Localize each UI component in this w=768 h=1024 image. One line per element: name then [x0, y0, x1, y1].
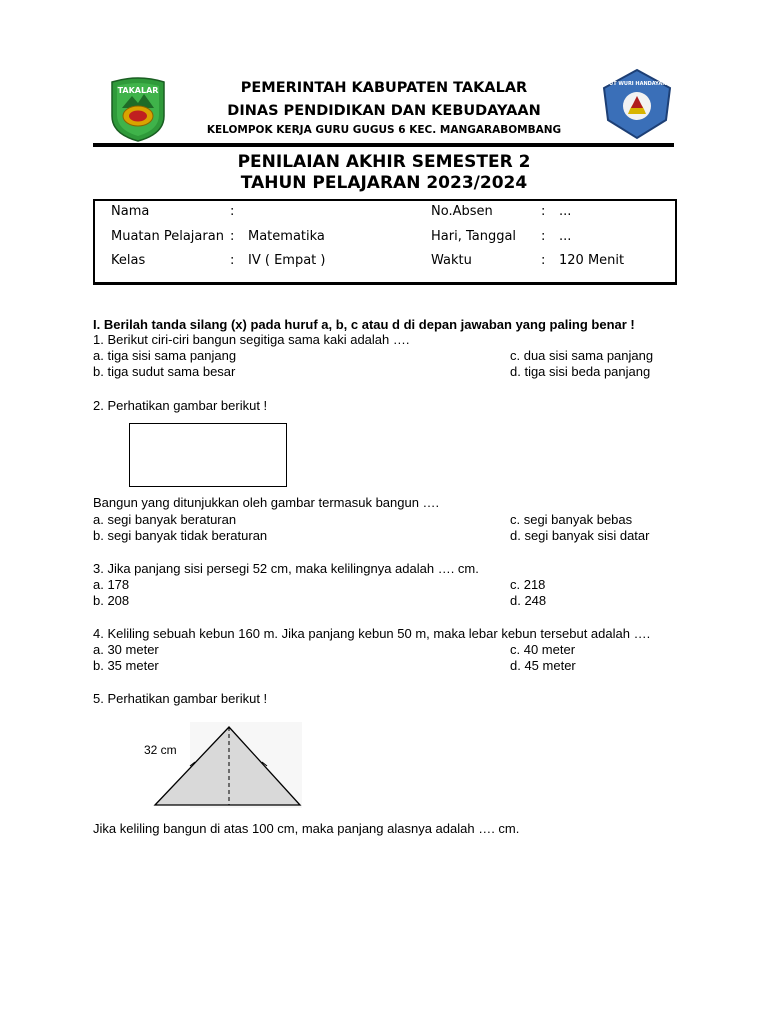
info-label-nama: Nama: [111, 204, 150, 219]
option-1d: d. tiga sisi beda panjang: [510, 364, 651, 379]
header-working-group: KELOMPOK KERJA GURU GUGUS 6 KEC. MANGARABOMBANG: [206, 124, 562, 136]
question-5-prompt: Jika keliling bangun di atas 100 cm, maka panjang alasnya adalah …. cm.: [93, 821, 520, 836]
option-3c: c. 218: [510, 577, 546, 592]
info-label-kelas: Kelas: [111, 253, 146, 268]
info-value-hari-tanggal: ...: [559, 229, 572, 244]
svg-text:TAKALAR: TAKALAR: [117, 86, 159, 95]
header-department: DINAS PENDIDIKAN DAN KEBUDAYAAN: [227, 103, 541, 119]
info-sep: :: [541, 229, 546, 244]
option-1a: a. tiga sisi sama panjang: [93, 348, 237, 363]
info-label-muatan: Muatan Pelajaran: [111, 229, 224, 244]
option-1c: c. dua sisi sama panjang: [510, 348, 654, 363]
option-2b: b. segi banyak tidak beraturan: [93, 528, 268, 543]
info-sep: :: [541, 204, 546, 219]
info-label-waktu: Waktu: [431, 253, 472, 268]
svg-text:TUT WURI HANDAYANI: TUT WURI HANDAYANI: [605, 81, 669, 87]
triangle-figure: [140, 722, 305, 808]
instruction: I. Berilah tanda silang (x) pada huruf a, b, c atau d di depan jawaban yang paling benar !: [93, 317, 635, 332]
academic-year: TAHUN PELAJARAN 2023/2024: [240, 173, 528, 193]
info-sep: :: [230, 229, 235, 244]
question-2-prompt: Bangun yang ditunjukkan oleh gambar termasuk bangun ….: [93, 495, 440, 510]
option-3a: a. 178: [93, 577, 130, 592]
option-4b: b. 35 meter: [93, 658, 159, 673]
exam-title: PENILAIAN AKHIR SEMESTER 2: [237, 152, 531, 172]
question-3: 3. Jika panjang sisi persegi 52 cm, maka kelilingnya adalah …. cm.: [93, 561, 479, 576]
option-4c: c. 40 meter: [510, 642, 576, 657]
option-3d: d. 248: [510, 593, 547, 608]
info-value-muatan: Matematika: [248, 229, 325, 244]
option-4d: d. 45 meter: [510, 658, 576, 673]
rectangle-figure: [129, 423, 287, 487]
option-2c: c. segi banyak bebas: [510, 512, 633, 527]
option-2a: a. segi banyak beraturan: [93, 512, 237, 527]
question-4: 4. Keliling sebuah kebun 160 m. Jika panjang kebun 50 m, maka lebar kebun tersebut adalah ….: [93, 626, 651, 641]
option-4a: a. 30 meter: [93, 642, 159, 657]
info-value-waktu: 120 Menit: [559, 253, 625, 268]
option-2d: d. segi banyak sisi datar: [510, 528, 650, 543]
info-label-hari-tanggal: Hari, Tanggal: [431, 229, 517, 244]
question-2: 2. Perhatikan gambar berikut !: [93, 398, 268, 413]
info-value-no-absen: ...: [559, 204, 572, 219]
question-1: 1. Berikut ciri-ciri bangun segitiga sama kaki adalah ….: [93, 332, 410, 347]
info-value-kelas: IV ( Empat ): [248, 253, 326, 268]
info-label-no-absen: No.Absen: [431, 204, 493, 219]
triangle-side-label: 32 cm: [144, 743, 177, 757]
info-sep: :: [230, 204, 235, 219]
option-3b: b. 208: [93, 593, 130, 608]
option-1b: b. tiga sudut sama besar: [93, 364, 236, 379]
header-government: PEMERINTAH KABUPATEN TAKALAR: [240, 80, 528, 96]
header-divider: [93, 143, 674, 147]
info-sep: :: [541, 253, 546, 268]
question-5: 5. Perhatikan gambar berikut !: [93, 691, 268, 706]
info-sep: :: [230, 253, 235, 268]
